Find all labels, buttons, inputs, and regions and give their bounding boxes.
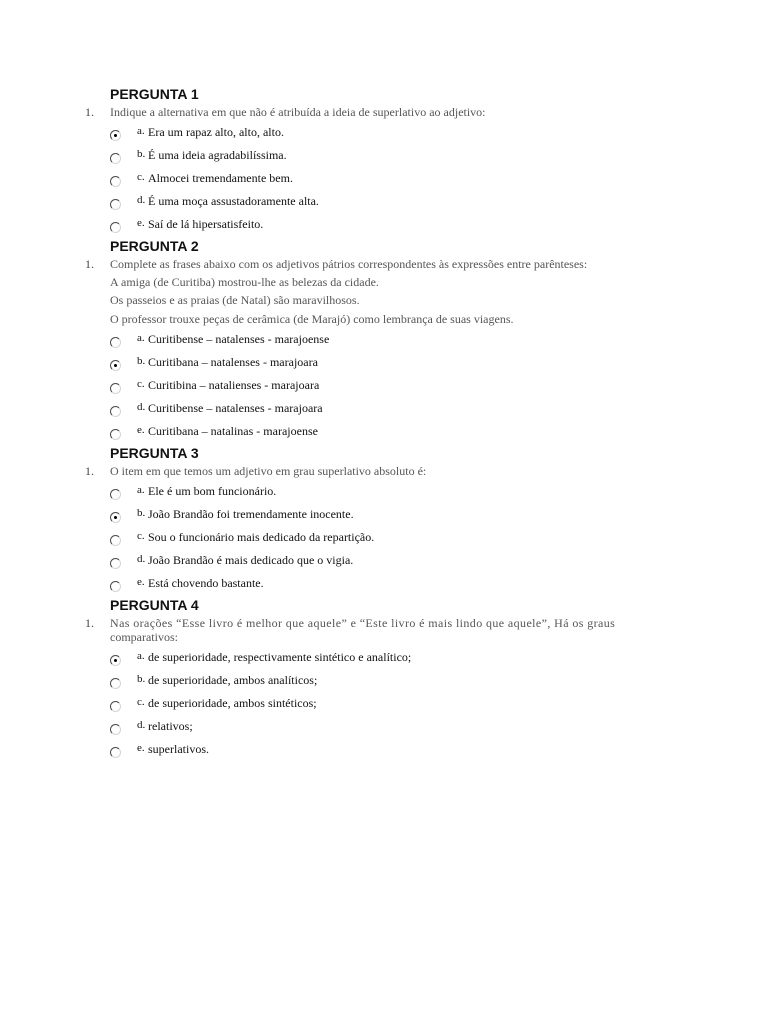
option-c[interactable] <box>110 170 670 188</box>
question-title: PERGUNTA 4 <box>110 597 199 613</box>
question-prompt-line: Os passeios e as praias (de Natal) são maravilhosos. <box>110 293 360 307</box>
option-text: de superioridade, ambos sintéticos; <box>148 696 317 710</box>
option-text: Curitibense – natalenses - marajoara <box>148 401 323 415</box>
option-letter: a. <box>137 125 145 137</box>
radio-button[interactable] <box>110 199 121 210</box>
option-letter: c. <box>137 171 145 183</box>
question-prompt-line: A amiga (de Curitiba) mostrou-lhe as belezas da cidade. <box>110 275 379 289</box>
option-text: Curitibana – natalinas - marajoense <box>148 424 318 438</box>
option-c[interactable] <box>110 529 670 547</box>
option-text: É uma ideia agradabilíssima. <box>148 148 287 162</box>
radio-button[interactable] <box>110 558 121 569</box>
option-e[interactable] <box>110 741 670 759</box>
option-text: Ele é um bom funcionário. <box>148 484 277 498</box>
option-e[interactable] <box>110 216 670 234</box>
question-prompt: O item em que temos um adjetivo em grau superlativo absoluto é: <box>110 464 427 478</box>
option-letter: b. <box>137 355 146 367</box>
radio-button-selected[interactable] <box>110 512 121 523</box>
radio-button[interactable] <box>110 535 121 546</box>
option-text: É uma moça assustadoramente alta. <box>148 194 319 208</box>
radio-button[interactable] <box>110 337 121 348</box>
option-letter: b. <box>137 507 146 519</box>
option-text: João Brandão foi tremendamente inocente. <box>148 507 354 521</box>
option-text: Saí de lá hipersatisfeito. <box>148 217 264 231</box>
radio-button[interactable] <box>110 222 121 233</box>
question-number: 1. <box>85 616 94 630</box>
option-letter: e. <box>137 424 145 436</box>
question-prompt: Complete as frases abaixo com os adjetivos pátrios correspondentes às expressões entre parênteses: <box>110 257 588 271</box>
option-letter: a. <box>137 650 145 662</box>
option-text: de superioridade, respectivamente sintético e analítico; <box>148 650 412 664</box>
option-b[interactable] <box>110 354 670 372</box>
option-letter: a. <box>137 484 145 496</box>
option-letter: d. <box>137 401 146 413</box>
option-a[interactable] <box>110 124 670 142</box>
radio-button[interactable] <box>110 429 121 440</box>
radio-button[interactable] <box>110 489 121 500</box>
question-number: 1. <box>85 257 94 271</box>
question-title: PERGUNTA 1 <box>110 86 199 102</box>
question-prompt: Nas orações “Esse livro é melhor que aquele” e “Este livro é mais lindo que aquele”, Há os graus <box>110 616 616 630</box>
option-e[interactable] <box>110 575 670 593</box>
option-text: João Brandão é mais dedicado que o vigia. <box>148 553 354 567</box>
option-letter: d. <box>137 719 146 731</box>
radio-button[interactable] <box>110 747 121 758</box>
radio-button-selected[interactable] <box>110 655 121 666</box>
radio-button-selected[interactable] <box>110 130 121 141</box>
option-a[interactable] <box>110 649 670 667</box>
option-letter: b. <box>137 148 146 160</box>
option-e[interactable] <box>110 423 670 441</box>
option-text: Almocei tremendamente bem. <box>148 171 293 185</box>
option-letter: c. <box>137 696 145 708</box>
radio-button[interactable] <box>110 153 121 164</box>
option-d[interactable] <box>110 552 670 570</box>
question-title: PERGUNTA 3 <box>110 445 199 461</box>
option-letter: e. <box>137 217 145 229</box>
radio-button[interactable] <box>110 701 121 712</box>
option-text: Curitibense – natalenses - marajoense <box>148 332 330 346</box>
option-text: Está chovendo bastante. <box>148 576 264 590</box>
option-letter: d. <box>137 194 146 206</box>
radio-button[interactable] <box>110 678 121 689</box>
option-c[interactable] <box>110 695 670 713</box>
question-prompt: Indique a alternativa em que não é atribuída a ideia de superlativo ao adjetivo: <box>110 105 486 119</box>
option-text: Curitibina – natalienses - marajoara <box>148 378 320 392</box>
option-c[interactable] <box>110 377 670 395</box>
question-prompt-line: O professor trouxe peças de cerâmica (de Marajó) como lembrança de suas viagens. <box>110 312 514 326</box>
radio-button[interactable] <box>110 724 121 735</box>
option-a[interactable] <box>110 331 670 349</box>
radio-button[interactable] <box>110 383 121 394</box>
radio-button-selected[interactable] <box>110 360 121 371</box>
option-text: Sou o funcionário mais dedicado da repartição. <box>148 530 375 544</box>
option-d[interactable] <box>110 193 670 211</box>
radio-button[interactable] <box>110 406 121 417</box>
option-b[interactable] <box>110 147 670 165</box>
question-number: 1. <box>85 464 94 478</box>
option-d[interactable] <box>110 400 670 418</box>
option-letter: c. <box>137 530 145 542</box>
option-text: Era um rapaz alto, alto, alto. <box>148 125 284 139</box>
option-text: relativos; <box>148 719 193 733</box>
option-text: superlativos. <box>148 742 209 756</box>
radio-button[interactable] <box>110 176 121 187</box>
option-b[interactable] <box>110 672 670 690</box>
option-letter: e. <box>137 576 145 588</box>
question-prompt-line: comparativos: <box>110 630 178 644</box>
option-b[interactable] <box>110 506 670 524</box>
option-d[interactable] <box>110 718 670 736</box>
option-letter: a. <box>137 332 145 344</box>
question-number: 1. <box>85 105 94 119</box>
option-text: Curitibana – natalenses - marajoara <box>148 355 318 369</box>
option-text: de superioridade, ambos analíticos; <box>148 673 318 687</box>
option-a[interactable] <box>110 483 670 501</box>
question-title: PERGUNTA 2 <box>110 238 199 254</box>
option-letter: c. <box>137 378 145 390</box>
radio-button[interactable] <box>110 581 121 592</box>
option-letter: b. <box>137 673 146 685</box>
option-letter: e. <box>137 742 145 754</box>
option-letter: d. <box>137 553 146 565</box>
